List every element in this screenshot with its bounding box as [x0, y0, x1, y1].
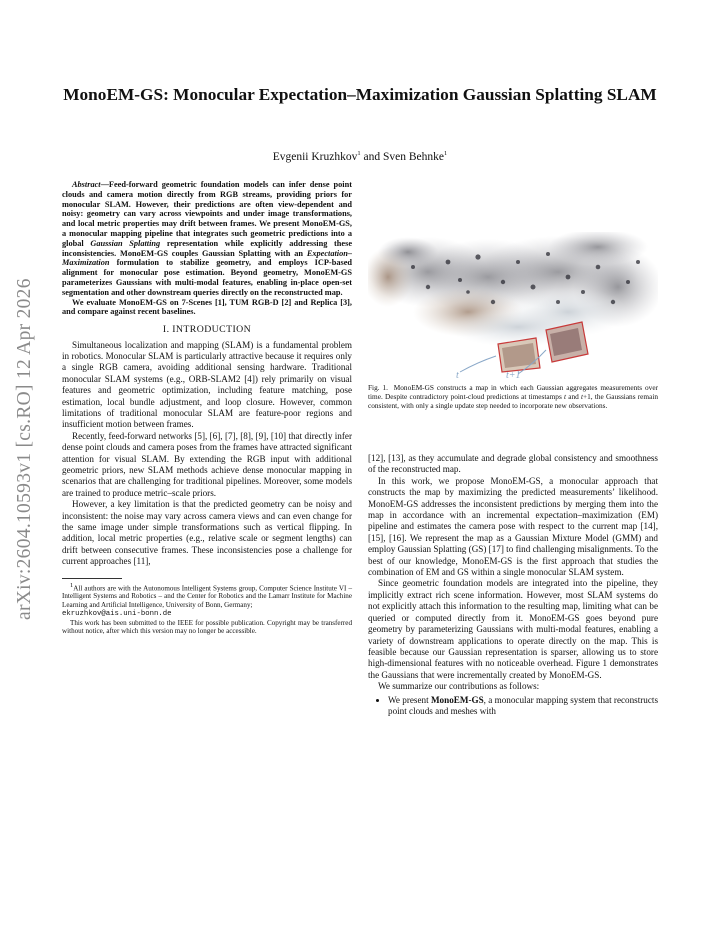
footnote: This work has been submitted to the IEEE for possible publication. Copyright may be transferred without notice, after which this version may no longer be accessible.	[62, 618, 352, 636]
abstract-paragraph: Abstract—Feed-forward geometric foundation models can infer dense point clouds and camera motion directly from RGB streams, providing priors for monocular SLAM. However, their predictions are often view-dependent and noisy: geometry can vary across viewpoints and under image transformations, and local metric properties may drift between frames. We present MonoEM-GS, a monocular mapping pipeline that integrates such geometric predictions into a global Gaussian Splatting representation while explicitly addressing these inconsistencies. MonoEM-GS couples Gaussian Splatting with an Expectation–Maximization formulation to stabilize geometry, and employs ICP-based alignment for monocular pose estimation. Beyond geometry, MonoEM-GS parameterizes Gaussians with multi-modal features, enabling in-place open-set segmentation and other downstream queries directly on the reconstructed map.	[62, 180, 353, 297]
affiliation-mark: 1	[444, 150, 448, 157]
right-column	[368, 453, 658, 717]
contribution-list	[368, 695, 658, 718]
abstract-paragraph: We evaluate MonoEM-GS on 7-Scenes [1], TUM RGB-D [2] and Replica [3], and compare against recent baselines.	[62, 297, 352, 317]
paper-title: MonoEM-GS: Monocular Expectation–Maximization Gaussian Splatting SLAM	[63, 85, 657, 104]
author-name: Evgenii Kruzhkov	[272, 150, 358, 163]
trajectory-arrow	[460, 356, 496, 372]
body-paragraph: [12], [13], as they accumulate and degrade global consistency and smoothness of the reconstructed map.	[368, 453, 658, 475]
camera-frustum-t	[498, 338, 540, 372]
body-paragraph: However, a key limitation is that the predicted geometry can be noisy and inconsistent: the noise may vary across camera views and can even change for the same image under simple transformations such as vertical flipping. In addition, local metric properties (e.g., relative scale or segment lengths) can drift between consecutive frames. These inconsistencies pose a challenge for current approaches [11],	[62, 499, 352, 567]
list-item: • We present MonoEM-GS, a monocular mapping system that reconstructs point clouds and meshes with	[388, 695, 658, 718]
left-column	[62, 180, 352, 635]
arxiv-stamp: arXiv:2604.10593v1 [cs.RO] 12 Apr 2026	[14, 278, 35, 620]
author-separator: and	[360, 150, 383, 163]
body-paragraph: Since geometric foundation models are integrated into the pipeline, they implicitly extract rich scene information. However, most SLAM systems do not explicitly attach this information to the resulting map, limiting what can be queried or computed directly from it. MonoEM-GS goes beyond pure geometry by parameterizing Gaussians with multi-modal features, enabling a variety of downstream applications to operate directly on the map. This is feasible because our Gaussian representation is sparser, allowing us to store high-dimensional features with no noticeable overhead. Figure 1 demonstrates the Gaussians that were incrementally created by MonoEM-GS.	[368, 578, 658, 680]
camera-frustum-t1	[546, 322, 588, 362]
abstract-dash: —	[100, 180, 109, 189]
footnote-rule	[62, 578, 122, 579]
author-line	[62, 150, 658, 163]
gaussian-map-illustration	[368, 232, 658, 382]
frame-label-t: t	[456, 370, 459, 381]
author-name: Sven Behnke	[382, 150, 444, 163]
author-email: ekruzhkov@ais.uni-bonn.de	[62, 610, 172, 619]
caption-label: Fig. 1.	[368, 383, 388, 392]
affiliation-mark: 1	[357, 150, 361, 157]
body-paragraph: In this work, we propose MonoEM-GS, a monocular approach that constructs the map by maximizing the predicted measurements’ likelihood. MonoEM-GS addresses the inconsistent predictions by merging them into the map in accordance with an incremental expectation–maximization (EM) pipeline and estimates the camera pose with respect to the current map [14], [15], [16]. We represent the map as a Gaussian Mixture Model (GMM) and employ Gaussian Splatting (GS) [17] to find challenging misalignments. To the best of our knowledge, MonoEM-GS is the first approach that studies the combination of EM and GS within a single monocular SLAM system.	[368, 475, 658, 578]
frame-label-t1: t+1	[506, 370, 521, 381]
abstract-label: Abstract	[72, 180, 101, 189]
figure-caption: Fig. 1. MonoEM-GS constructs a map in which each Gaussian aggregates measurements over time. Despite contradictory point-cloud predictions at timestamps t and t+1, the Gaussians remain consistent, with only a single update step needed to incorporate new observations.	[368, 383, 659, 410]
footnote: $^1$All authors are with the Autonomous Intelligent Systems group, Computer Science Institute VI – Intelligent Systems and Robotics – and the Center for Robotics and the Lamarr Institute for Machine Learning and Artificial Intelligence, University of Bonn, Germany; ekruzhkov@ais.uni-bonn.de	[62, 581, 352, 619]
gaussian-cloud	[368, 232, 658, 347]
section-heading: I. INTRODUCTION	[162, 324, 252, 336]
body-paragraph: Simultaneous localization and mapping (SLAM) is a fundamental problem in robotics. Monocular SLAM is particularly attractive because it requires only a single RGB camera, avoiding additional sensing hardware. Traditional monocular SLAM systems (e.g., ORB-SLAM2 [4]) rely primarily on visual features and geometric optimization, including feature matching, pose estimation, local bundle adjustment, and loop closure. However, common limitations of traditional monocular SLAM are feature-poor regions and insufficient motion between frames.	[62, 339, 352, 430]
body-paragraph: Recently, feed-forward networks [5], [6], [7], [8], [9], [10] that directly infer dense point clouds and camera poses from the frames have attracted significant attention for visual SLAM. By extending the RGB input with additional geometric priors, new SLAM methods achieve dense monocular mapping in scenarios that are challenging for traditional pipelines. Moreover, some models are trained to produce metric–scale priors.	[62, 430, 352, 498]
figure-1	[368, 232, 658, 382]
body-paragraph: We summarize our contributions as follows:	[378, 681, 540, 692]
abstract	[62, 180, 352, 317]
